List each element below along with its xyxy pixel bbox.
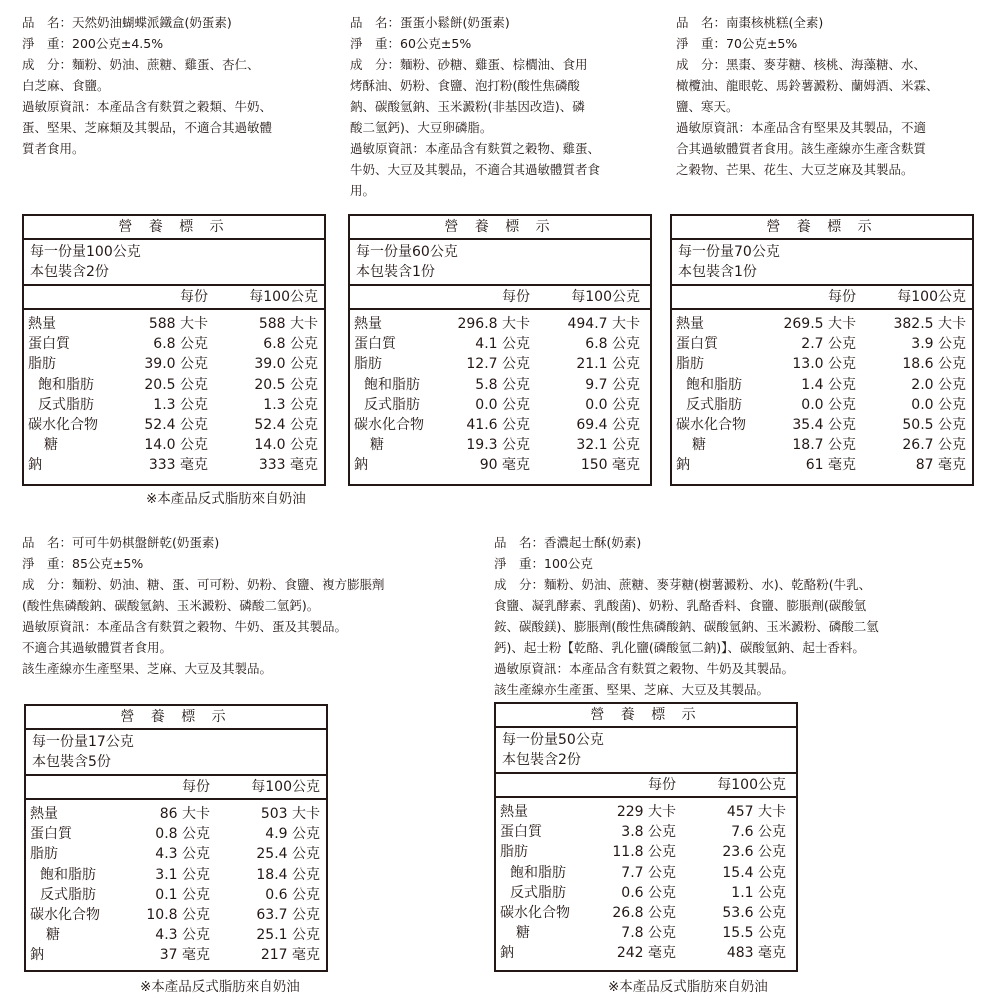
per-100g-value: 2.0 公克 [911, 376, 966, 393]
per-100g-value: 53.6 公克 [722, 904, 786, 921]
servings-per-package: 本包裝含2份 [502, 752, 581, 768]
serving-size: 每一份量60公克 [356, 244, 458, 260]
per-serving-value: 61 毫克 [805, 457, 856, 474]
per-100g-value: 457 大卡 [726, 804, 786, 820]
nutrient-row [350, 455, 650, 475]
net-weight: 60公克±5% [400, 36, 472, 51]
nutrient-rows [24, 310, 324, 476]
nutrient-name: 蛋白質 [28, 336, 70, 353]
product-info [22, 12, 332, 159]
per-100g-value: 588 大卡 [258, 316, 318, 332]
nutrient-name: 鈉 [676, 457, 690, 474]
per-serving-value: 19.3 公克 [466, 437, 530, 454]
nutrient-row [24, 375, 324, 395]
per-100g-value: 63.7 公克 [256, 906, 320, 923]
nutrient-name: 糖 [692, 437, 706, 454]
nutrient-row [24, 395, 324, 415]
nutrient-row [26, 844, 326, 864]
per-100g-header: 每100公克 [251, 779, 320, 795]
nutrient-name: 飽和脂肪 [686, 376, 742, 393]
nutrient-name: 反式脂肪 [364, 396, 420, 413]
ingredients-label: 成 分： [350, 57, 401, 72]
ingredients-line: 麵粉、奶油、蔗糖、麥芽糖(樹薯澱粉、水)、乾酪粉(牛乳、 [544, 577, 872, 592]
per-serving-value: 14.0 公克 [144, 437, 208, 454]
weight-label: 淨 重： [22, 36, 73, 51]
nutrient-row [672, 415, 972, 435]
per-100g-value: 32.1 公克 [576, 437, 640, 454]
nutrient-row [496, 943, 796, 963]
nutrient-row [496, 863, 796, 883]
nutrient-row [496, 822, 796, 842]
nutrient-name: 飽和脂肪 [38, 376, 94, 393]
per-serving-value: 7.7 公克 [621, 864, 676, 881]
nutrient-name: 糖 [44, 437, 58, 454]
per-serving-value: 37 毫克 [159, 947, 210, 964]
nutrient-row [672, 334, 972, 354]
panel-title: 營 養 標 示 [672, 216, 972, 240]
nutrient-name: 飽和脂肪 [364, 376, 420, 393]
nutrient-name: 飽和脂肪 [40, 866, 96, 883]
nutrient-name: 蛋白質 [500, 824, 542, 841]
per-serving-header: 每份 [180, 289, 208, 305]
nutrient-row [496, 903, 796, 923]
per-serving-value: 26.8 公克 [612, 904, 676, 921]
ingredients-line: 鈉、碳酸氫鈉、玉米澱粉(非基因改造)、磷 [350, 99, 585, 114]
per-100g-value: 14.0 公克 [254, 437, 318, 454]
nutrient-row [496, 802, 796, 822]
product-name: 天然奶油蝴蝶派鐵盒(奶蛋素) [72, 15, 232, 30]
nutrient-row [350, 415, 650, 435]
per-serving-value: 0.0 公克 [801, 396, 856, 413]
servings-per-package: 本包裝含5份 [32, 754, 111, 770]
weight-label: 淨 重： [350, 36, 401, 51]
per-100g-value: 15.4 公克 [722, 864, 786, 881]
product-info [494, 532, 964, 700]
per-100g-value: 87 毫克 [915, 457, 966, 474]
per-serving-value: 3.1 公克 [155, 866, 210, 883]
per-serving-value: 52.4 公克 [144, 416, 208, 433]
allergen-line: 蛋、堅果、芝麻類及其製品，不適合其過敏體 [22, 120, 273, 135]
serving-size: 每一份量100公克 [30, 244, 141, 260]
weight-label: 淨 重： [676, 36, 727, 51]
per-100g-value: 3.9 公克 [911, 336, 966, 353]
per-serving-value: 41.6 公克 [466, 416, 530, 433]
allergen-line: 該生產線亦生產蛋、堅果、芝麻、大豆及其製品。 [494, 682, 770, 697]
nutrient-row [350, 314, 650, 334]
per-100g-value: 0.6 公克 [265, 886, 320, 903]
allergen-line: 過敏原資訊：本產品含有麩質之穀物、牛奶、蛋及其製品。 [22, 619, 348, 634]
allergen-line: 該生產線亦生產堅果、芝麻、大豆及其製品。 [22, 661, 273, 676]
ingredients-line: 麵粉、奶油、蔗糖、雞蛋、杏仁、 [72, 57, 260, 72]
product-info [22, 532, 472, 679]
trans-fat-footnote: ※本產品反式脂肪來自奶油 [146, 491, 306, 507]
allergen-line: 牛奶、大豆及其製品，不適合其過敏體質者食 [350, 162, 601, 177]
nutrition-panel-5 [494, 702, 798, 972]
ingredients-line: 黑棗、麥芽糖、核桃、海藻糖、水、 [726, 57, 927, 72]
per-100g-value: 483 毫克 [726, 945, 786, 962]
serving-info [24, 240, 324, 286]
per-100g-value: 18.4 公克 [256, 866, 320, 883]
nutrient-row [350, 354, 650, 374]
serving-info [26, 730, 326, 776]
per-100g-value: 15.5 公克 [722, 925, 786, 942]
per-100g-value: 69.4 公克 [576, 416, 640, 433]
allergen-line: 質者食用。 [22, 141, 85, 156]
per-serving-value: 39.0 公克 [144, 356, 208, 373]
per-100g-value: 52.4 公克 [254, 416, 318, 433]
per-serving-value: 18.7 公克 [792, 437, 856, 454]
nutrient-name: 碳水化合物 [676, 416, 746, 433]
nutrient-name: 蛋白質 [676, 336, 718, 353]
per-100g-value: 25.4 公克 [256, 846, 320, 863]
per-100g-value: 50.5 公克 [902, 416, 966, 433]
per-100g-value: 0.0 公克 [585, 396, 640, 413]
per-serving-value: 1.4 公克 [801, 376, 856, 393]
per-serving-value: 6.8 公克 [153, 336, 208, 353]
ingredients-line: 麵粉、砂糖、雞蛋、棕櫚油、食用 [400, 57, 588, 72]
per-100g-value: 0.0 公克 [911, 396, 966, 413]
nutrient-name: 脂肪 [354, 356, 382, 373]
ingredients-line: 銨、碳酸鎂)、膨脹劑(酸性焦磷酸鈉、碳酸氫鈉、玉米澱粉、磷酸二氫 [494, 619, 879, 634]
nutrient-row [24, 455, 324, 475]
name-label: 品 名： [494, 535, 545, 550]
nutrient-name: 鈉 [500, 945, 514, 962]
per-100g-header: 每100公克 [717, 777, 786, 793]
ingredients-line: 麵粉、奶油、糖、蛋、可可粉、奶粉、食鹽、複方膨脹劑 [72, 577, 385, 592]
per-serving-value: 10.8 公克 [146, 906, 210, 923]
nutrient-name: 脂肪 [500, 844, 528, 861]
net-weight: 70公克±5% [726, 36, 798, 51]
nutrient-rows [496, 798, 796, 964]
per-serving-value: 20.5 公克 [144, 376, 208, 393]
nutrient-name: 脂肪 [30, 846, 58, 863]
product-name: 可可牛奶棋盤餅乾(奶蛋素) [72, 535, 220, 550]
nutrient-rows [672, 310, 972, 476]
net-weight: 85公克±5% [72, 556, 144, 571]
name-label: 品 名： [676, 15, 727, 30]
per-100g-header: 每100公克 [249, 289, 318, 305]
nutrient-row [496, 842, 796, 862]
per-serving-value: 1.3 公克 [153, 396, 208, 413]
nutrient-name: 碳水化合物 [30, 906, 100, 923]
nutrient-name: 飽和脂肪 [510, 864, 566, 881]
nutrient-name: 碳水化合物 [354, 416, 424, 433]
net-weight: 100公克 [544, 556, 593, 571]
servings-per-package: 本包裝含1份 [678, 264, 757, 280]
ingredients-line: 橄欖油、龍眼乾、馬鈴薯澱粉、蘭姆酒、米霖、 [676, 78, 939, 93]
per-serving-value: 0.0 公克 [475, 396, 530, 413]
nutrient-row [496, 923, 796, 943]
nutrient-row [26, 945, 326, 965]
allergen-line: 不適合其過敏體質者食用。 [22, 640, 173, 655]
nutrient-row [350, 375, 650, 395]
per-100g-value: 9.7 公克 [585, 376, 640, 393]
per-100g-value: 4.9 公克 [265, 826, 320, 843]
per-serving-value: 333 毫克 [148, 457, 208, 474]
nutrient-row [672, 314, 972, 334]
column-header [24, 286, 324, 310]
per-serving-value: 12.7 公克 [466, 356, 530, 373]
weight-label: 淨 重： [494, 556, 545, 571]
per-serving-value: 0.8 公克 [155, 826, 210, 843]
nutrient-name: 反式脂肪 [40, 886, 96, 903]
product-5 [494, 532, 964, 700]
ingredients-line: 鹽、寒天。 [676, 99, 739, 114]
per-100g-value: 217 毫克 [260, 947, 320, 964]
nutrient-name: 鈉 [28, 457, 42, 474]
per-100g-value: 21.1 公克 [576, 356, 640, 373]
panel-title: 營 養 標 示 [350, 216, 650, 240]
product-info [350, 12, 660, 201]
nutrient-row [26, 865, 326, 885]
product-name: 蛋蛋小鬆餅(奶蛋素) [400, 15, 510, 30]
weight-label: 淨 重： [22, 556, 73, 571]
serving-info [496, 728, 796, 774]
per-serving-value: 229 大卡 [616, 804, 676, 820]
nutrient-row [24, 334, 324, 354]
nutrient-name: 熱量 [676, 316, 704, 332]
nutrient-name: 糖 [516, 925, 530, 942]
per-serving-value: 4.1 公克 [475, 336, 530, 353]
nutrient-name: 脂肪 [28, 356, 56, 373]
serving-size: 每一份量70公克 [678, 244, 780, 260]
per-serving-value: 11.8 公克 [612, 844, 676, 861]
ingredients-label: 成 分： [22, 57, 73, 72]
nutrient-name: 熱量 [500, 804, 528, 820]
per-serving-value: 86 大卡 [159, 806, 210, 822]
column-header [672, 286, 972, 310]
name-label: 品 名： [350, 15, 401, 30]
ingredients-line: 白芝麻、食鹽。 [22, 78, 110, 93]
allergen-line: 合其過敏體質者食用。該生產線亦生產含麩質 [676, 141, 927, 156]
column-header [26, 776, 326, 800]
nutrient-name: 糖 [46, 927, 60, 944]
ingredients-label: 成 分： [494, 577, 545, 592]
per-100g-value: 20.5 公克 [254, 376, 318, 393]
per-100g-value: 333 毫克 [258, 457, 318, 474]
nutrition-panel-2 [348, 214, 652, 486]
per-100g-value: 7.6 公克 [731, 824, 786, 841]
nutrient-row [26, 905, 326, 925]
nutrient-name: 熱量 [28, 316, 56, 332]
name-label: 品 名： [22, 15, 73, 30]
per-serving-value: 4.3 公克 [155, 846, 210, 863]
nutrient-row [672, 455, 972, 475]
nutrient-name: 脂肪 [676, 356, 704, 373]
trans-fat-footnote: ※本產品反式脂肪來自奶油 [608, 979, 768, 995]
nutrient-row [24, 314, 324, 334]
net-weight: 200公克±4.5% [72, 36, 164, 51]
nutrient-name: 鈉 [354, 457, 368, 474]
ingredients-line: 鈣)、起士粉【乾酪、乳化鹽(磷酸氫二鈉)】、碳酸氫鈉、起士香料。 [494, 640, 865, 655]
nutrient-rows [350, 310, 650, 476]
nutrient-name: 蛋白質 [30, 826, 72, 843]
nutrient-row [350, 435, 650, 455]
serving-info [350, 240, 650, 286]
column-header [350, 286, 650, 310]
allergen-line: 過敏原資訊：本產品含有麩質之穀物、牛奶及其製品。 [494, 661, 795, 676]
nutrient-row [26, 804, 326, 824]
allergen-line: 用。 [350, 183, 376, 198]
per-serving-value: 35.4 公克 [792, 416, 856, 433]
column-header [496, 774, 796, 798]
nutrient-row [24, 415, 324, 435]
nutrient-name: 反式脂肪 [686, 396, 742, 413]
product-name: 南棗核桃糕(全素) [726, 15, 824, 30]
per-100g-value: 494.7 大卡 [567, 316, 640, 332]
per-serving-value: 13.0 公克 [792, 356, 856, 373]
product-1 [22, 12, 332, 159]
per-100g-header: 每100公克 [897, 289, 966, 305]
ingredients-line: 食鹽、凝乳酵素、乳酸菌)、奶粉、乳酪香料、食鹽、膨脹劑(碳酸氫 [494, 598, 867, 613]
per-serving-value: 242 毫克 [616, 945, 676, 962]
trans-fat-footnote: ※本產品反式脂肪來自奶油 [140, 979, 300, 995]
nutrient-name: 熱量 [354, 316, 382, 332]
per-serving-value: 269.5 大卡 [783, 316, 856, 332]
nutrient-name: 鈉 [30, 947, 44, 964]
per-100g-value: 150 毫克 [580, 457, 640, 474]
per-serving-header: 每份 [648, 777, 676, 793]
product-info [676, 12, 996, 180]
per-serving-value: 90 毫克 [479, 457, 530, 474]
nutrient-row [350, 395, 650, 415]
serving-size: 每一份量50公克 [502, 732, 604, 748]
nutrient-row [24, 354, 324, 374]
serving-info [672, 240, 972, 286]
nutrient-name: 蛋白質 [354, 336, 396, 353]
per-100g-value: 25.1 公克 [256, 927, 320, 944]
per-serving-header: 每份 [828, 289, 856, 305]
ingredients-line: (酸性焦磷酸鈉、碳酸氫鈉、玉米澱粉、磷酸二氫鈣)。 [22, 598, 320, 613]
per-serving-value: 3.8 公克 [621, 824, 676, 841]
product-name: 香濃起士酥(奶素) [544, 535, 642, 550]
nutrient-row [672, 435, 972, 455]
product-3 [676, 12, 996, 180]
per-100g-value: 26.7 公克 [902, 437, 966, 454]
ingredients-line: 烤酥油、奶粉、食鹽、泡打粉(酸性焦磷酸 [350, 78, 580, 93]
per-100g-value: 6.8 公克 [585, 336, 640, 353]
nutrient-row [26, 885, 326, 905]
per-serving-value: 588 大卡 [148, 316, 208, 332]
product-2 [350, 12, 660, 201]
nutrition-panel-3 [670, 214, 974, 486]
panel-title: 營 養 標 示 [26, 706, 326, 730]
allergen-line: 過敏原資訊：本產品含有麩質之穀類、牛奶、 [22, 99, 273, 114]
per-serving-value: 5.8 公克 [475, 376, 530, 393]
nutrient-row [672, 354, 972, 374]
nutrition-panel-1 [22, 214, 326, 486]
panel-title: 營 養 標 示 [496, 704, 796, 728]
nutrient-name: 碳水化合物 [28, 416, 98, 433]
per-100g-value: 1.1 公克 [731, 884, 786, 901]
per-serving-value: 2.7 公克 [801, 336, 856, 353]
nutrient-name: 反式脂肪 [510, 884, 566, 901]
servings-per-package: 本包裝含2份 [30, 264, 109, 280]
allergen-line: 之穀物、芒果、花生、大豆芝麻及其製品。 [676, 162, 914, 177]
ingredients-label: 成 分： [22, 577, 73, 592]
ingredients-line: 酸二氫鈣)、大豆卵磷脂。 [350, 120, 493, 135]
per-100g-value: 382.5 大卡 [893, 316, 966, 332]
per-serving-value: 0.1 公克 [155, 886, 210, 903]
nutrient-row [350, 334, 650, 354]
per-100g-value: 39.0 公克 [254, 356, 318, 373]
servings-per-package: 本包裝含1份 [356, 264, 435, 280]
name-label: 品 名： [22, 535, 73, 550]
panel-title: 營 養 標 示 [24, 216, 324, 240]
per-serving-header: 每份 [502, 289, 530, 305]
product-4 [22, 532, 472, 679]
nutrient-row [672, 395, 972, 415]
nutrient-row [496, 883, 796, 903]
serving-size: 每一份量17公克 [32, 734, 134, 750]
allergen-line: 過敏原資訊：本產品含有麩質之穀物、雞蛋、 [350, 141, 601, 156]
nutrient-rows [26, 800, 326, 966]
per-100g-value: 18.6 公克 [902, 356, 966, 373]
nutrient-row [672, 375, 972, 395]
nutrition-panel-4 [24, 704, 328, 972]
per-serving-value: 0.6 公克 [621, 884, 676, 901]
allergen-line: 過敏原資訊：本產品含有堅果及其製品，不適 [676, 120, 927, 135]
nutrient-row [24, 435, 324, 455]
per-100g-value: 503 大卡 [260, 806, 320, 822]
per-100g-value: 23.6 公克 [722, 844, 786, 861]
per-serving-value: 4.3 公克 [155, 927, 210, 944]
nutrient-name: 反式脂肪 [38, 396, 94, 413]
per-100g-header: 每100公克 [571, 289, 640, 305]
per-serving-value: 7.8 公克 [621, 925, 676, 942]
per-100g-value: 6.8 公克 [263, 336, 318, 353]
ingredients-label: 成 分： [676, 57, 727, 72]
per-serving-value: 296.8 大卡 [457, 316, 530, 332]
nutrient-row [26, 824, 326, 844]
nutrient-name: 碳水化合物 [500, 904, 570, 921]
per-100g-value: 1.3 公克 [263, 396, 318, 413]
per-serving-header: 每份 [182, 779, 210, 795]
nutrient-row [26, 925, 326, 945]
nutrient-name: 糖 [370, 437, 384, 454]
nutrient-name: 熱量 [30, 806, 58, 822]
